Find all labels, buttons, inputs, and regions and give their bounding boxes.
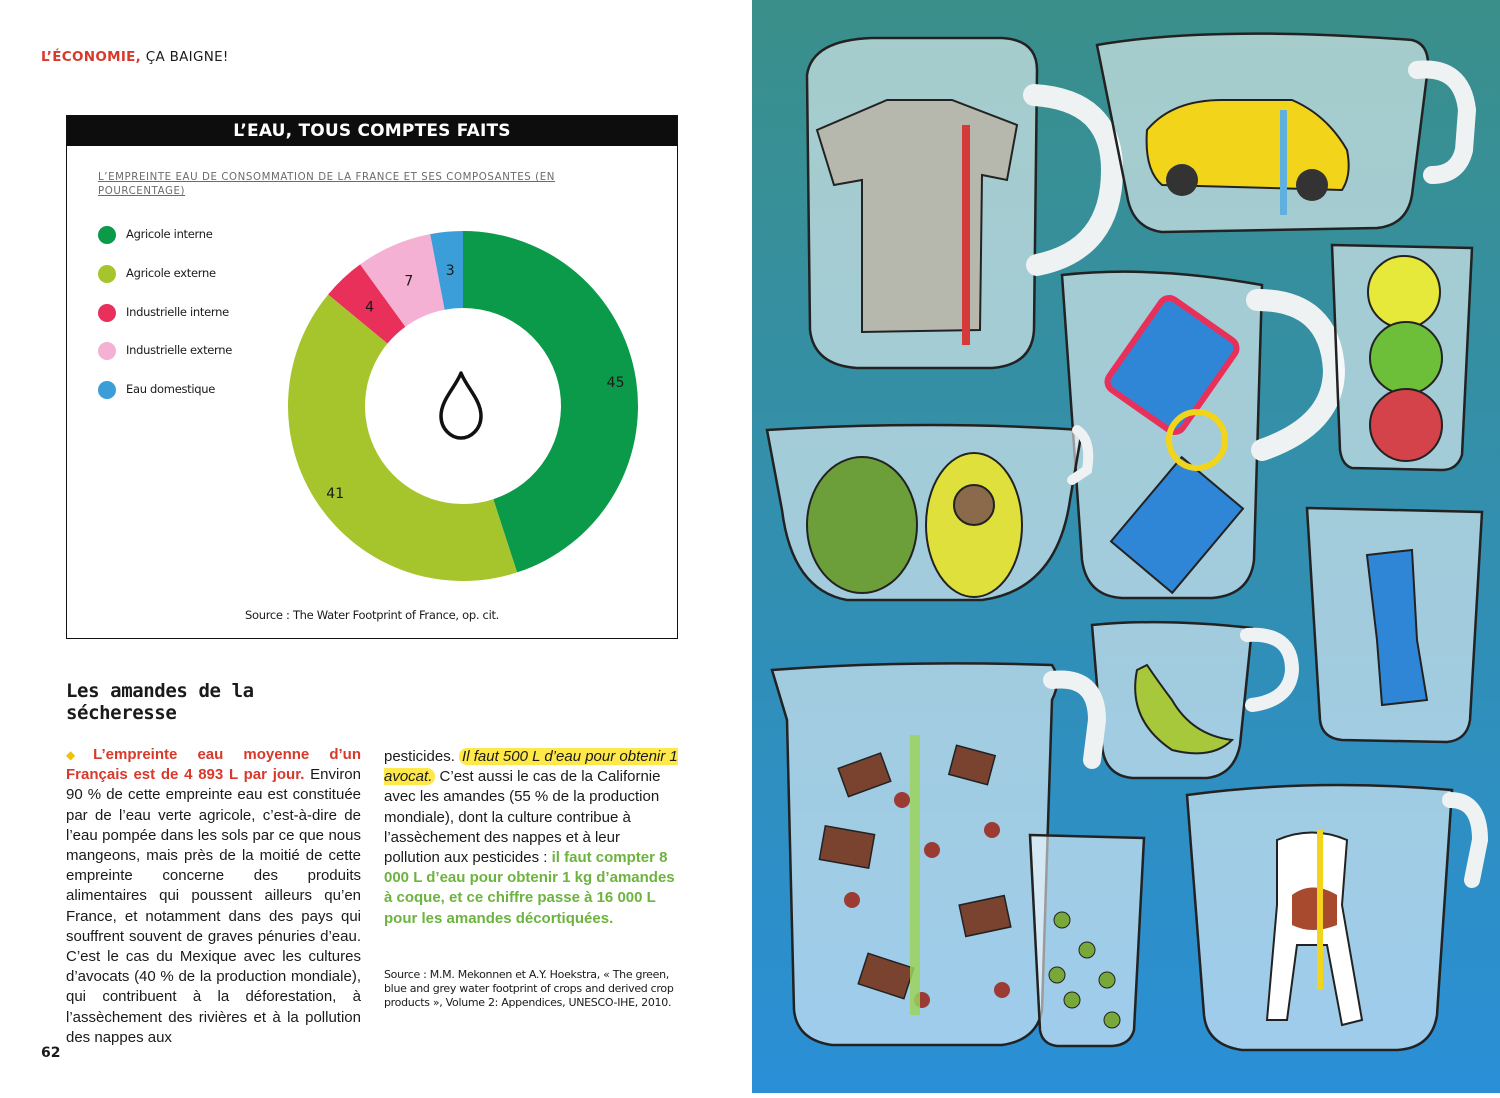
peas-beaker-illustration [1030, 835, 1144, 1046]
article-column-2 [384, 747, 680, 929]
illustration-page [752, 0, 1500, 1093]
running-head-rest: ÇA BAIGNE! [141, 49, 229, 65]
donut-slice-agricole-externe [288, 294, 517, 581]
legend-label: Industrielle externe [126, 343, 233, 357]
legend-item-agricole-interne [98, 226, 298, 244]
jeans-beaker-illustration [1307, 508, 1482, 742]
legend-item-agricole-externe [98, 265, 298, 283]
legend-item-eau-domestique [98, 381, 298, 399]
running-head [41, 49, 229, 65]
avocado-highlight: Il faut 500 L d’eau pour obtenir 1 avocat. [384, 748, 678, 786]
article-body-1: Environ 90 % de cette empreinte eau est constituée par de l’eau verte agricole, c’est-à-dire de l’eau pompée dans les sols par ce que nous mangeons, mais près de la moitié de cette empreinte concerne des produits alimentaires qui poussent ailleurs qu’en France, et notamment dans des pays qui souffrent souvent de graves pénuries d’eau. C’est le cas du Mexique avec les cultures d’avocats (40 % de la production mondiale), qui contribuent à la déforestation, à l’assèchement des rivières et à la pollution des nappes aux [66, 766, 361, 1046]
apples-beaker-illustration [1332, 245, 1472, 470]
legend-label: Eau domestique [126, 382, 216, 396]
donut-label-industrielle-interne: 4 [365, 299, 375, 316]
legend-dot [98, 226, 116, 244]
donut-label-agricole-externe: 41 [326, 485, 345, 502]
running-head-accent: L’ÉCONOMIE, [41, 49, 142, 65]
article-col2-mid: C’est aussi le cas de la Californie avec les amandes (55 % de la production mondiale), dont la culture contribue à l’assèchement des nappes et à leur pollution aux pesticides : [384, 768, 661, 867]
legend-label: Agricole interne [126, 227, 213, 241]
legend-dot [98, 381, 116, 399]
donut-chart [285, 228, 641, 584]
page-number: 62 [41, 1045, 61, 1061]
legend-label: Agricole externe [126, 266, 216, 280]
article-source: Source : M.M. Mekonnen et A.Y. Hoekstra, « The green, blue and grey water footprint of crops and derived crop products », Volume 2: Appendices, UNESCO-IHE, 2010. [384, 968, 674, 1009]
donut-label-industrielle-externe: 7 [404, 273, 414, 290]
almond-highlight: il faut compter 8 000 L d’eau pour obtenir 1 kg d’amandes à coque, et ce chiffre passe à 16 000 L pour les amandes décortiquées. [384, 849, 675, 927]
infobox [66, 115, 678, 639]
chart-source: Source : The Water Footprint of France, op. cit. [244, 608, 500, 622]
donut-label-eau-domestique: 3 [445, 263, 455, 280]
section-heading: Les amandes de la sécheresse [66, 680, 254, 724]
article-col2-start: pesticides. [384, 748, 460, 765]
left-page [0, 0, 752, 1093]
diamond-bullet-icon: ◆ [66, 748, 92, 762]
water-drop-icon [441, 373, 481, 438]
legend-item-industrielle-externe [98, 342, 298, 360]
article-lead: L’empreinte eau moyenne d’un Français est de 4 893 L par jour. [66, 746, 361, 784]
legend-dot [98, 342, 116, 360]
measuring-jugs-illustration [752, 0, 1500, 1093]
cow-jug-illustration [1187, 785, 1480, 1050]
chart-subtitle: L’EMPREINTE EAU DE CONSOMMATION DE LA FRANCE ET SES COMPOSANTES (EN POURCENTAGE) [98, 172, 556, 197]
article-column-1 [66, 745, 361, 1048]
donut-label-agricole-interne: 45 [606, 374, 625, 391]
legend-dot [98, 265, 116, 283]
car-jug-illustration [1097, 34, 1467, 232]
legend-dot [98, 304, 116, 322]
infobox-title: L’EAU, TOUS COMPTES FAITS [67, 116, 677, 146]
legend-item-industrielle-interne [98, 304, 298, 322]
legend-label: Industrielle interne [126, 305, 229, 319]
